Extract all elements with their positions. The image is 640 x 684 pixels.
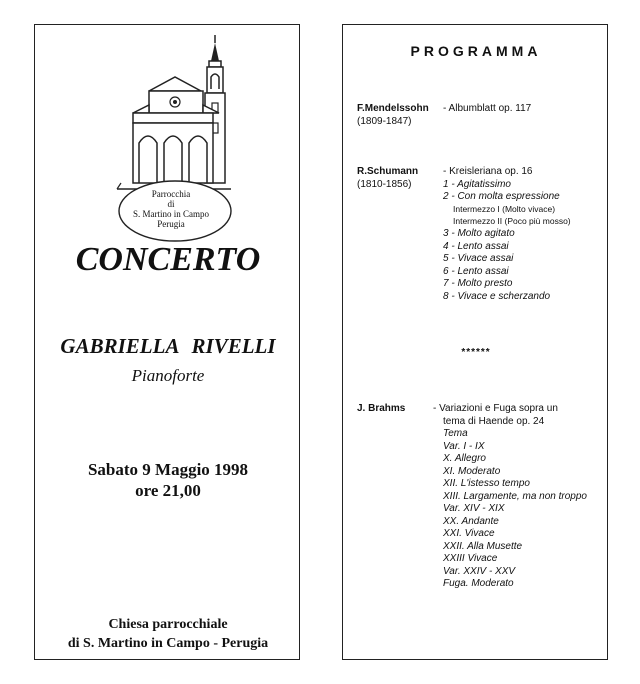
composer-schumann-years: (1810-1856) xyxy=(357,179,412,190)
venue-line-2: di S. Martino in Campo - Perugia xyxy=(67,636,269,651)
concert-cover-panel xyxy=(34,24,300,660)
concert-title: CONCERTO xyxy=(75,241,261,278)
movement-item: 7 - Molto presto xyxy=(443,278,513,289)
concert-time: ore 21,00 xyxy=(135,481,201,500)
movement-item: XI. Moderato xyxy=(443,466,501,477)
composer-brahms: J. Brahms xyxy=(357,403,406,414)
parish-line-2: di xyxy=(167,199,175,209)
movement-item: XXII. Alla Musette xyxy=(443,541,523,552)
movement-item: XX. Andante xyxy=(443,516,499,527)
parish-line-3: S. Martino in Campo xyxy=(133,209,209,219)
movement-item: X. Allegro xyxy=(443,453,486,464)
movement-item: Var. XIV - XIX xyxy=(443,503,505,514)
parish-line-1: Parrocchia xyxy=(151,189,191,199)
movement-item: XXI. Vivace xyxy=(443,528,495,539)
composer-schumann: R.Schumann xyxy=(357,166,419,177)
program-heading: PROGRAMMA xyxy=(410,43,542,59)
movement-item: XII. L'istesso tempo xyxy=(443,478,530,489)
movement-item: Intermezzo II (Poco più mosso) xyxy=(453,216,571,226)
movement-item: Intermezzo I (Molto vivace) xyxy=(453,204,556,214)
composer-mendelssohn: F.Mendelssohn xyxy=(357,103,429,114)
composer-mendelssohn-years: (1809-1847) xyxy=(357,116,412,127)
venue-line-1: Chiesa parrocchiale xyxy=(108,617,228,632)
movement-item: XXIII Vivace xyxy=(443,553,498,564)
movement-item: 1 - Agitatissimo xyxy=(443,179,511,190)
movement-item: 6 - Lento assai xyxy=(443,266,509,277)
concert-date: Sabato 9 Maggio 1998 xyxy=(87,460,249,479)
movement-item: Fuga. Moderato xyxy=(443,578,514,589)
movement-item: 4 - Lento assai xyxy=(443,241,509,252)
movement-item: 3 - Molto agitato xyxy=(443,228,515,239)
parish-line-4: Perugia xyxy=(157,219,185,229)
movement-item: XIII. Largamente, ma non troppo xyxy=(443,491,587,502)
work-mendelssohn: - Albumblatt op. 117 xyxy=(443,103,532,114)
movement-item: 8 - Vivace e scherzando xyxy=(443,291,551,302)
movement-item: Var. I - IX xyxy=(443,441,485,452)
work-brahms-line-1: - Variazioni e Fuga sopra un xyxy=(433,403,558,414)
movement-item: 2 - Con molta espressione xyxy=(443,191,560,202)
movement-item: 5 - Vivace assai xyxy=(443,253,514,264)
movement-item: Tema xyxy=(443,428,468,439)
performer-instrument: Pianoforte xyxy=(131,366,205,385)
program-panel xyxy=(342,24,608,660)
work-brahms-line-2: tema di Haende op. 24 xyxy=(443,416,545,427)
work-schumann: - Kreisleriana op. 16 xyxy=(443,166,533,177)
performer-name: GABRIELLA RIVELLI xyxy=(60,334,276,358)
section-separator: ****** xyxy=(461,347,491,358)
movement-item: Var. XXIV - XXV xyxy=(443,566,516,577)
